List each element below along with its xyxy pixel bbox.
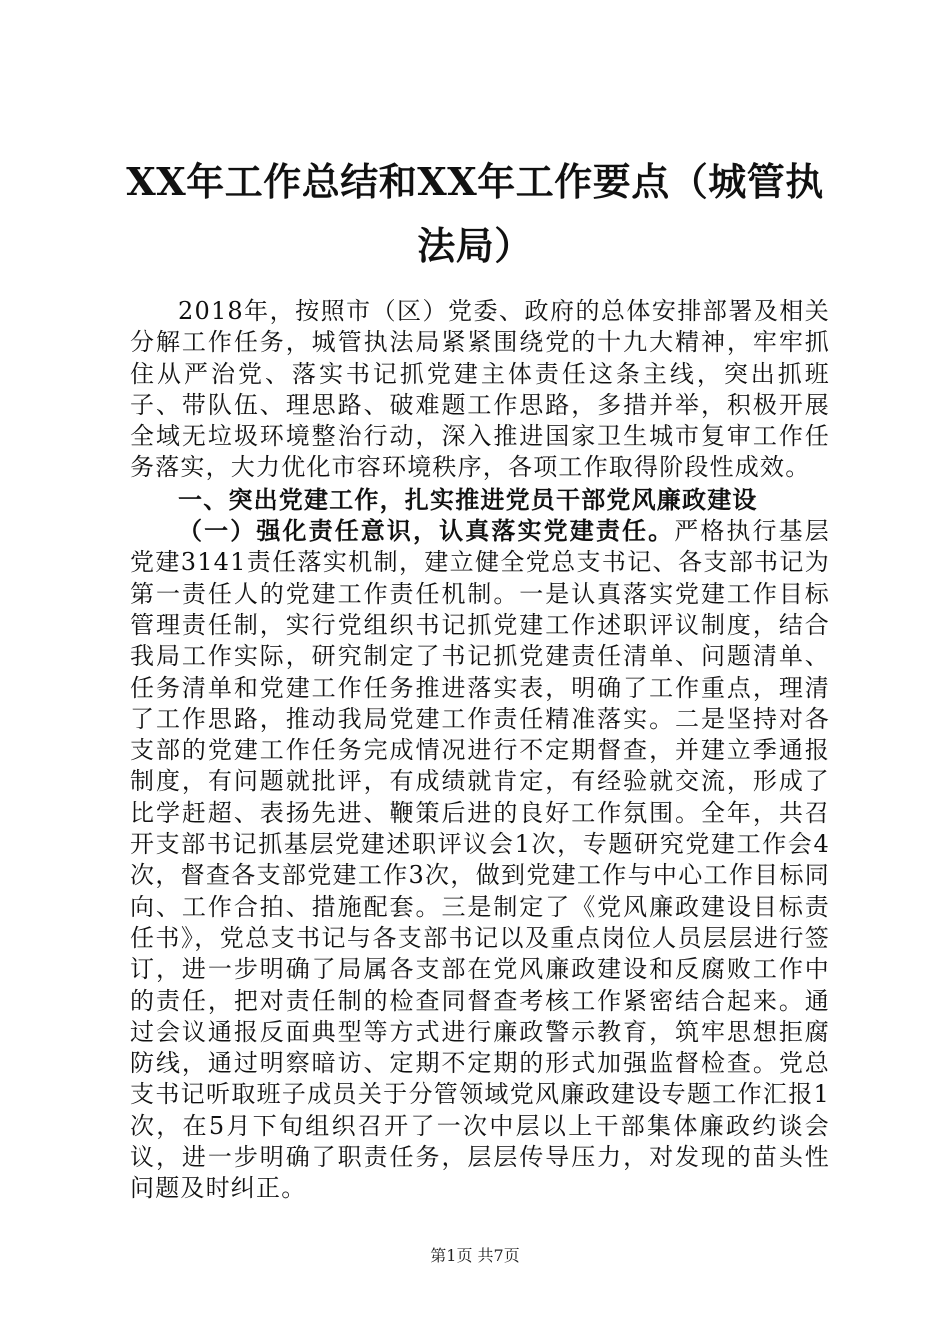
intro-paragraph: 2018年，按照市（区）党委、政府的总体安排部署及相关分解工作任务，城管执法局紧紧围绕党的十九大精神，牢牢抓住从严治党、落实书记抓党建主体责任这条主线，突出抓班子、带队伍、理思路、破难题工作思路，多措并举，积极开展全域无垃圾环境整治行动，深入推进国家卫生城市复审工作任务落实，大力优化市容环境秩序，各项工作取得阶段性成效。 bbox=[130, 297, 830, 482]
subsection-body: 严格执行基层党建3141责任落实机制，建立健全党总支书记、各支部书记为第一责任人的党建工作责任机制。一是认真落实党建工作目标管理责任制，实行党组织书记抓党建工作述职评议制度，结合我局工作实际，研究制定了书记抓党建责任清单、问题清单、任务清单和党建工作任务推进落实表，明确了工作重点，理清了工作思路，推动我局党建工作责任精准落实。二是坚持对各支部的党建工作任务完成情况进行不定期督查，并建立季通报制度，有问题就批评，有成绩就肯定，有经验就交流，形成了比学赶超、表扬先进、鞭策后进的良好工作氛围。全年，共召开支部书记抓基层党建述职评议会1次，专题研究党建工作会4次，督查各支部党建工作3次，做到党建工作与中心工作目标同向、工作合拍、措施配套。三是制定了《党风廉政建设目标责任书》，党总支书记与各支部书记以及重点岗位人员层层进行签订，进一步明确了局属各支部在党风廉政建设和反腐败工作中的责任，把对责任制的检查同督查考核工作紧密结合起来。通过会议通报反面典型等方式进行廉政警示教育，筑牢思想拒腐防线，通过明察暗访、定期不定期的形式加强监督检查。党总支书记听取班子成员关于分管领域党风廉政建设专题工作汇报1次，在5月下旬组织召开了一次中层以上干部集体廉政约谈会议，进一步明确了职责任务，层层传导压力，对发现的苗头性问题及时纠正。 bbox=[130, 517, 830, 1203]
document-title: XX年工作总结和XX年工作要点（城管执法局） bbox=[126, 159, 824, 268]
subsection-paragraph bbox=[130, 515, 830, 1205]
subsection-lead: （一）强化责任意识，认真落实党建责任。 bbox=[178, 516, 675, 546]
document-body bbox=[130, 296, 830, 1205]
page-footer: 第1页 共7页 bbox=[430, 1246, 520, 1265]
section-heading: 一、突出党建工作，扎实推进党员干部党风廉政建设 bbox=[178, 484, 758, 514]
